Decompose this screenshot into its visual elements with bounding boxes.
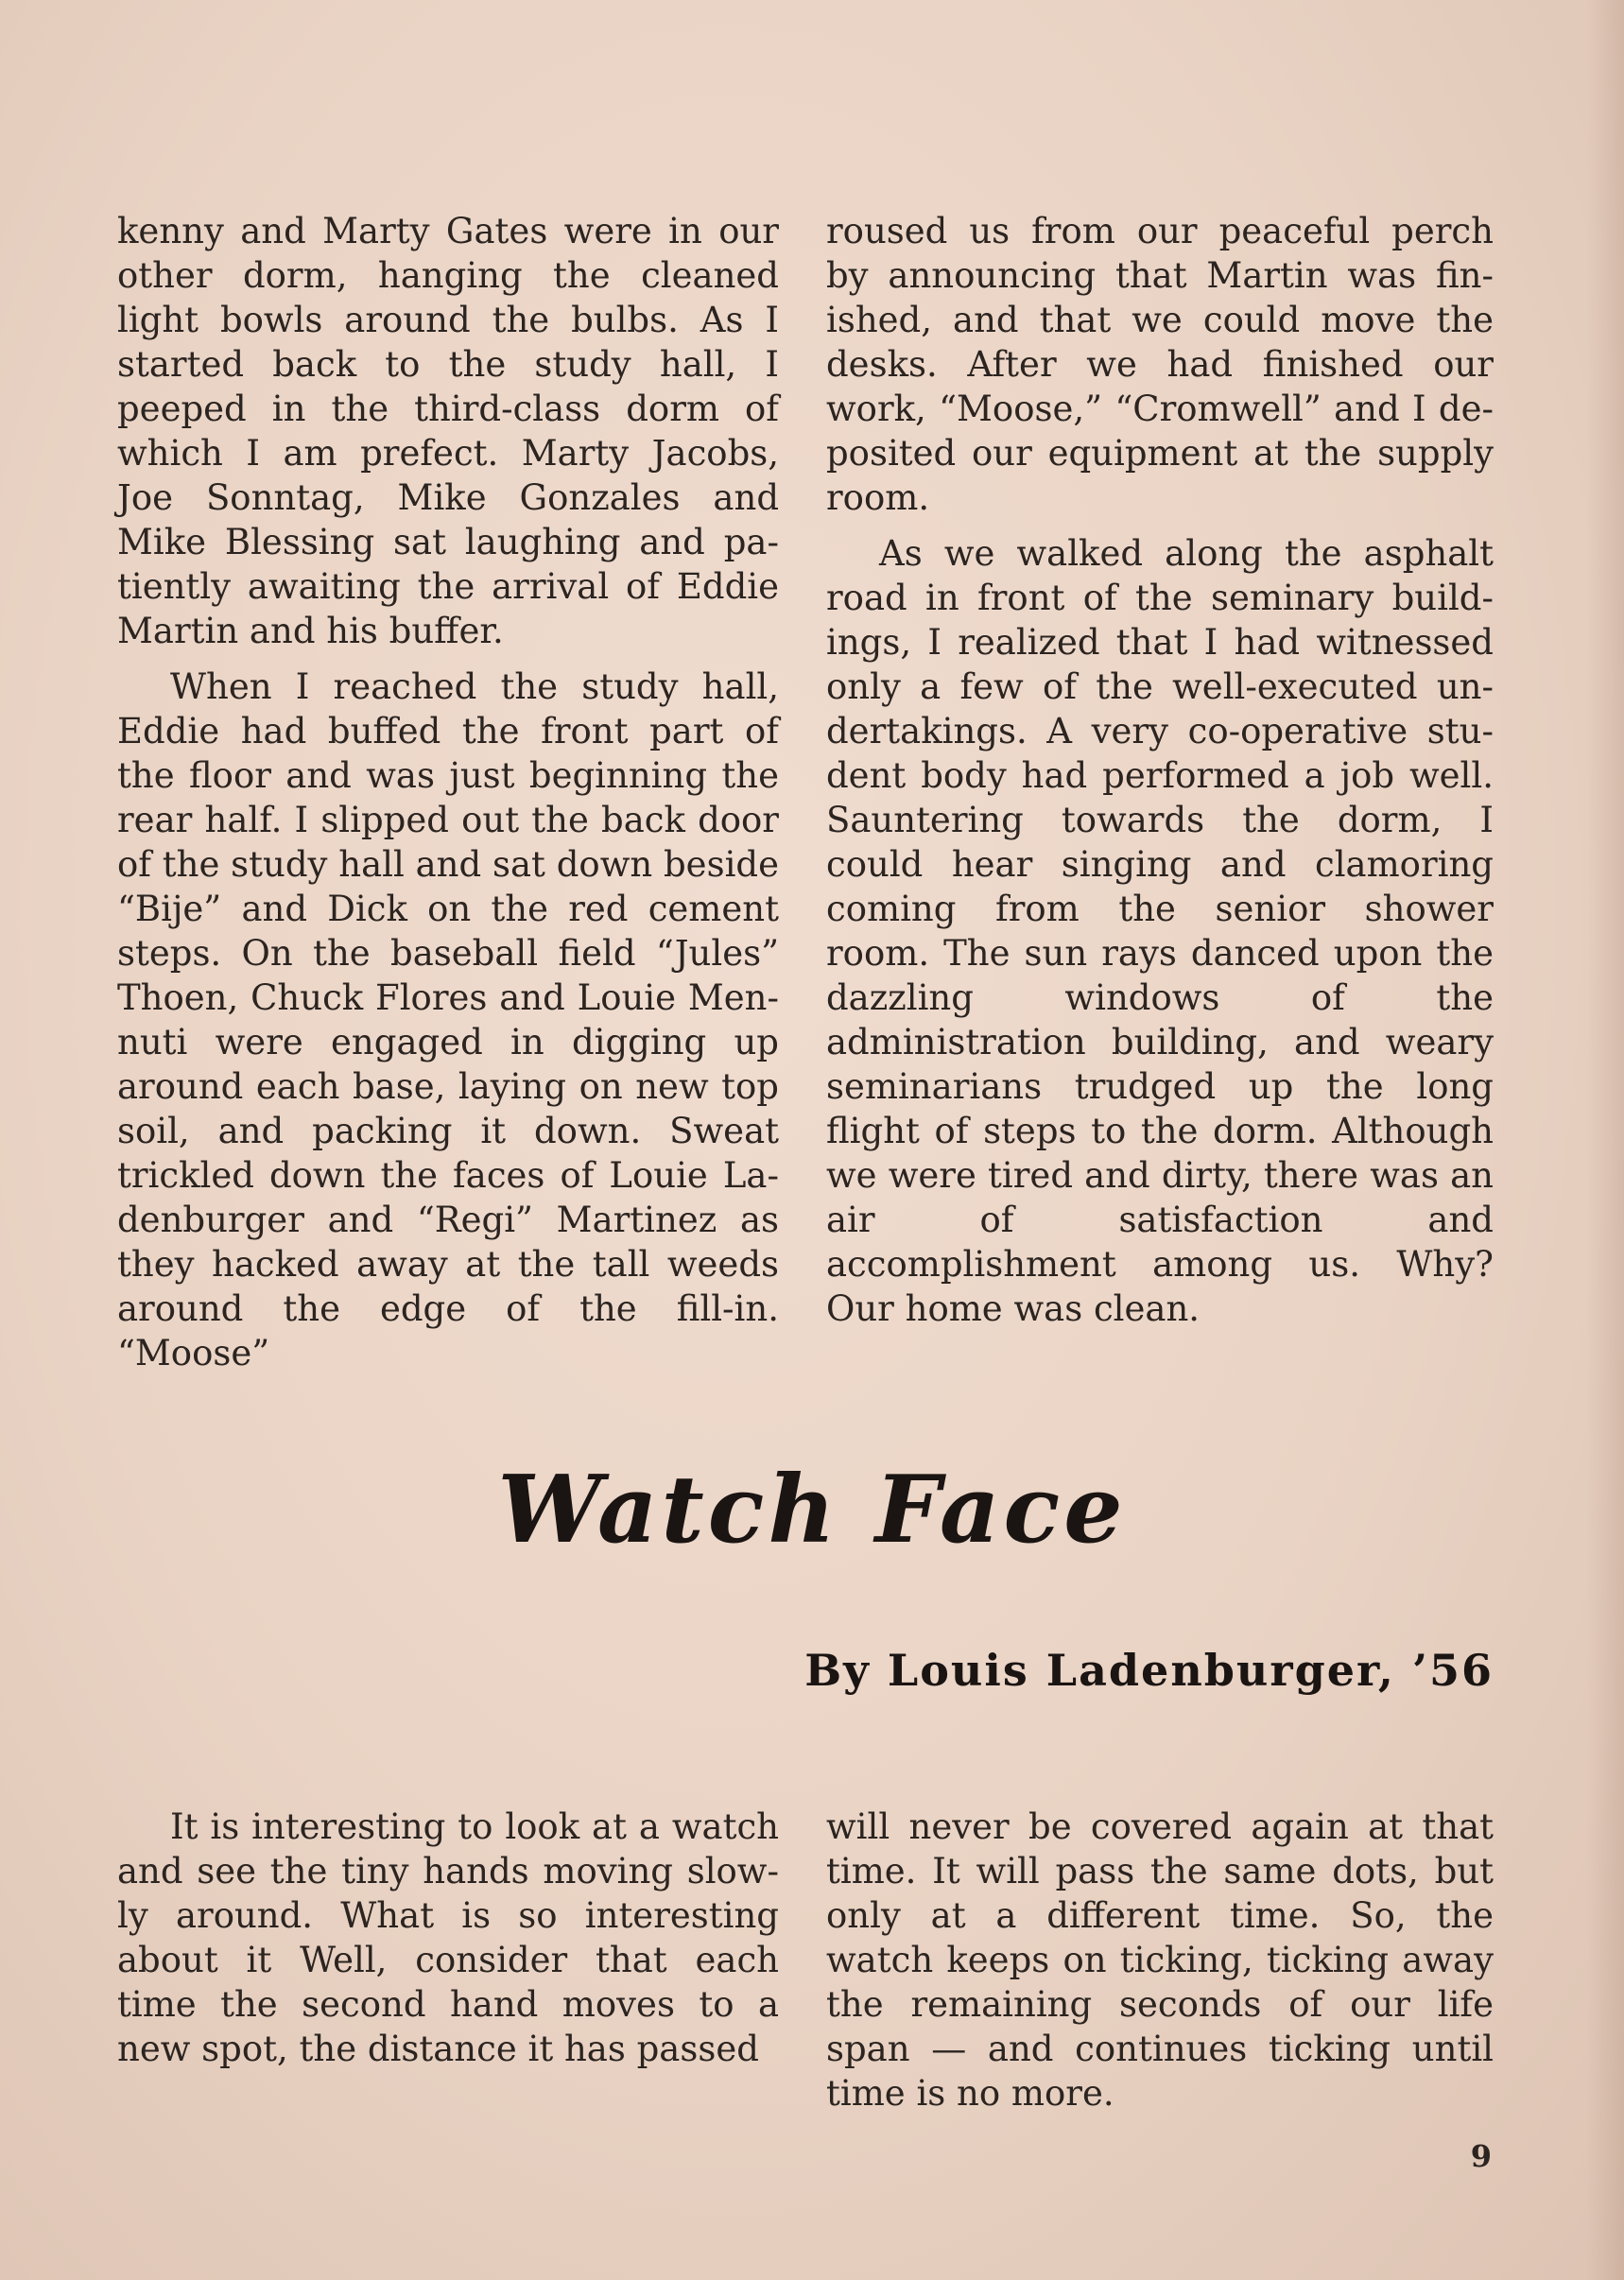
paragraph: It is interesting to look at a watch and see the tiny hands moving slowly around. What is so interesting about it Well, consider that each time the second hand moves to a new spot, the distance it has passed (117, 1806, 779, 2069)
top-story-left-column (117, 209, 779, 1375)
paragraph: roused us from our peaceful perch by announcing that Martin was finished, and that we could move the desks. After we had finished our work, “Moose,” “Cromwell” and I deposited our equipment at the supply room. (826, 211, 1494, 518)
paragraph: When I reached the study hall, Eddie had buffed the front part of the floor and was just beginning the rear half. I slipped out the back door of the study hall and sat down beside “Bije” and Dick on the red cement steps. On the baseball field “Jules” Thoen, Chuck Flores and Louie Mennuti were engaged in digging up around each base, laying on new top soil, and packing it down. Sweat trickled down the faces of Louie Ladenburger and “Regi” Martinez as they hacked away at the tall weeds around the edge of the fill-in. “Moose” (117, 666, 779, 1373)
paragraph: As we walked along the asphalt road in front of the seminary buildings, I realized that I had witnessed only a few of the well-executed undertakings. A very co-operative student body had performed a job well. Sauntering towards the dorm, I could hear singing and clamoring coming from the senior shower room. The sun rays danced upon the dazzling windows of the administration building, and weary seminarians trudged up the long flight of steps to the dorm. Although we were tired and dirty, there was an air of satisfaction and accomplishment among us. Why? Our home was clean. (826, 533, 1494, 1329)
paragraph: kenny and Marty Gates were in our other dorm, hanging the cleaned light bowls around the bulbs. As I started back to the study hall, I peeped in the third-class dorm of which I am prefect. Marty Jacobs, Joe Sonntag, Mike Gonzales and Mike Blessing sat laughing and patiently awaiting the arrival of Eddie Martin and his buffer. (117, 211, 779, 651)
article-right-column (826, 1805, 1494, 2116)
page-edge-shading (1586, 0, 1624, 2280)
article-title: Watch Face (497, 1456, 1127, 1564)
article-left-column (117, 1805, 779, 2071)
page-number: 9 (1470, 2138, 1492, 2174)
paragraph: will never be covered again at that time. It will pass the same dots, but only at a different time. So, the watch keeps on ticking, ticking away the remaining seconds of our life span — and continues ticking until time is no more. (826, 1806, 1494, 2114)
top-story-right-column (826, 209, 1494, 1331)
article-byline: By Louis Ladenburger, ’56 (804, 1645, 1494, 1696)
